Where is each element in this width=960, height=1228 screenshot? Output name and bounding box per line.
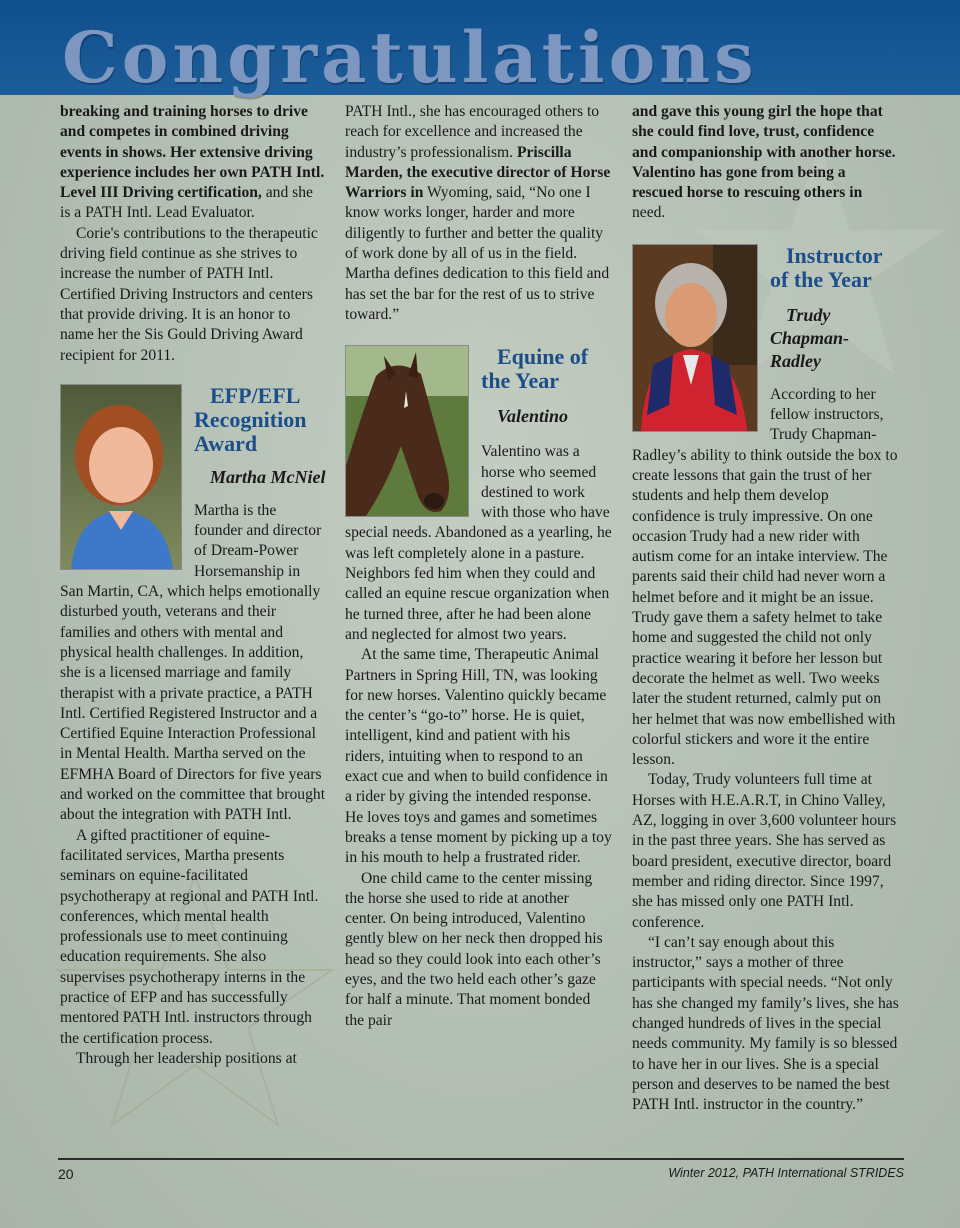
column-3 (632, 102, 899, 1115)
page-title: Congratulations (62, 16, 758, 99)
efp-section-header (194, 384, 327, 501)
martha-body-3: Through her leadership positions at (76, 1049, 297, 1067)
column-3-intro-cont: need. (632, 204, 666, 222)
honoree-name-martha: Martha McNiel (210, 466, 326, 487)
column-2-intro-text: PATH Intl., she has encouraged others to reach for excellence and increased the industry’s professionalism. (345, 103, 600, 161)
martha-body-1: Martha is the founder and director of Dream-Power Horsemanship in San Martin, CA, which helps emotionally disturbed youth, veterans and their families and others with mental and physical health challenges. In addition, she is a licensed marriage and family therapist with a private practice, a PATH Intl. Certified Registered Instructor and a Certified Equine Interaction Professional in Mental Health. Martha served on the EFMHA Board of Directors for five years and worked on the committee that brought about the integration with PATH Intl. (60, 501, 326, 824)
issue-line: Winter 2012, PATH International STRIDES (668, 1166, 904, 1180)
photo-valentino (345, 345, 469, 517)
horse-image (346, 346, 468, 516)
trudy-body-3: “I can’t say enough about this instructor,” says a mother of three participants with special needs. “Not only has she changed my family’s lives, she has changed hundreds of lives in the special needs community. My family is so blessed to have her in our lives. She is a special person and deserves to be named the best PATH Intl. instructor in the country.” (632, 933, 899, 1114)
section-title-instructor: Instructor of the Year (770, 243, 883, 292)
column-2 (345, 102, 612, 1031)
section-title-efp: EFP/EFL Recognition Award (194, 383, 307, 456)
column-1-intro-cont: and she is a PATH Intl. Lead Evaluator. (60, 184, 313, 222)
column-1-intro-bold: breaking and training horses to drive and competes in combined driving events in shows. Her extensive driving experience includes her own PATH Intl. Level III Driving certification, (60, 103, 325, 202)
footer-rule (58, 1158, 904, 1160)
photo-trudy-chapman-radley (632, 244, 758, 432)
column-1-intro (60, 102, 327, 224)
column-2-quote-lead: Priscilla Marden, the executive director of Horse Warriors in (345, 143, 611, 202)
column-1-paragraph: Corie's contributions to the therapeutic driving field continue as she strives to increase the number of PATH Intl. Certified Driving Instructors and centers that provide driving. It is an honor to name her the Sis Gould Driving Award recipient for 2011. (60, 224, 318, 364)
valentino-body-2: At the same time, Therapeutic Animal Partners in Spring Hill, TN, was looking for new horses. Valentino quickly became the center’s “go-to” horse. He is quiet, intelligent, kind and patient with his riders, intuiting when to respond to an exact cue and when to build confidence in a rider by giving the intended response. He loves toys and games and sometimes breaks a tense moment by picking up a toy in his mouth to help a frustrated rider. (345, 646, 612, 867)
column-2-intro (345, 102, 612, 325)
martha-body-2: A gifted practitioner of equine-facilitated services, Martha presents seminars on equine-facilitated psychotherapy at regional and PATH Intl. conferences, which mental health professionals use to meet continuing education requirements. She also supervises psychotherapy interns in the practice of EFP and has successfully mentored PATH Intl. instructors through the certification process. (60, 826, 319, 1047)
instructor-section-header (770, 244, 899, 385)
honoree-name-trudy: Trudy Chapman-Radley (770, 304, 850, 371)
equine-section-header (481, 345, 612, 442)
column-2-quote: Wyoming, said, “No one I know works longer, harder and more diligently to further and better the quality of work done by all of us in the field. Martha defines dedication to this field and has set the bar for the rest of us to strive toward.” (345, 184, 610, 323)
valentino-body-1: Valentino was a horse who seemed destined to work with those who have special needs. Abandoned as a yearling, he was left completely alone in a pasture. Neighbors fed him when they could and called an equine rescue organization when he turned three, after he had been alone and neglected for almost two years. (345, 443, 612, 643)
portrait-image (61, 385, 181, 569)
section-title-equine: Equine of the Year (481, 345, 589, 394)
column-3-intro-bold: and gave this young girl the hope that she could find love, trust, confidence and companionship with another horse. Valentino has gone from being a rescued horse to rescuing others in (632, 103, 896, 202)
valentino-body-3: One child came to the center missing the horse she used to ride at another center. On being introduced, Valentino gently blew on her neck then dropped his head so they could look into each other’s eyes, and the two held each other’s gaze for half a minute. That moment bonded the pair (345, 869, 603, 1029)
portrait-image-trudy (633, 245, 757, 431)
trudy-body-1: According to her fellow instructors, Trudy Chapman-Radley’s ability to think outside the box to create lessons that gain the trust of her students and help them develop confidence is truly impressive. On one occasion Trudy had a new rider with autism come for an intake interview. The parents said their child had never worn a helmet before and it might be an issue. Trudy gave them a safety helmet to take home and suggested the child not only practice wearing it before her lesson but decorate the helmet as well. Two weeks later the student returned, calmly put on her helmet that was now embellished with colorful stickers and wore it the entire lesson. (632, 385, 898, 769)
column-1 (60, 102, 327, 1069)
trudy-body-2: Today, Trudy volunteers full time at Horses with H.E.A.R.T, in Chino Valley, AZ, logging in over 3,600 volunteer hours in the past three years. She has served as board president, executive director, board member and riding director. Since 1997, she has missed only one PATH Intl. conference. (632, 771, 897, 931)
honoree-name-valentino: Valentino (497, 406, 569, 427)
column-3-intro (632, 102, 899, 224)
photo-martha-mcneil (60, 384, 182, 570)
page-number: 20 (58, 1166, 74, 1182)
